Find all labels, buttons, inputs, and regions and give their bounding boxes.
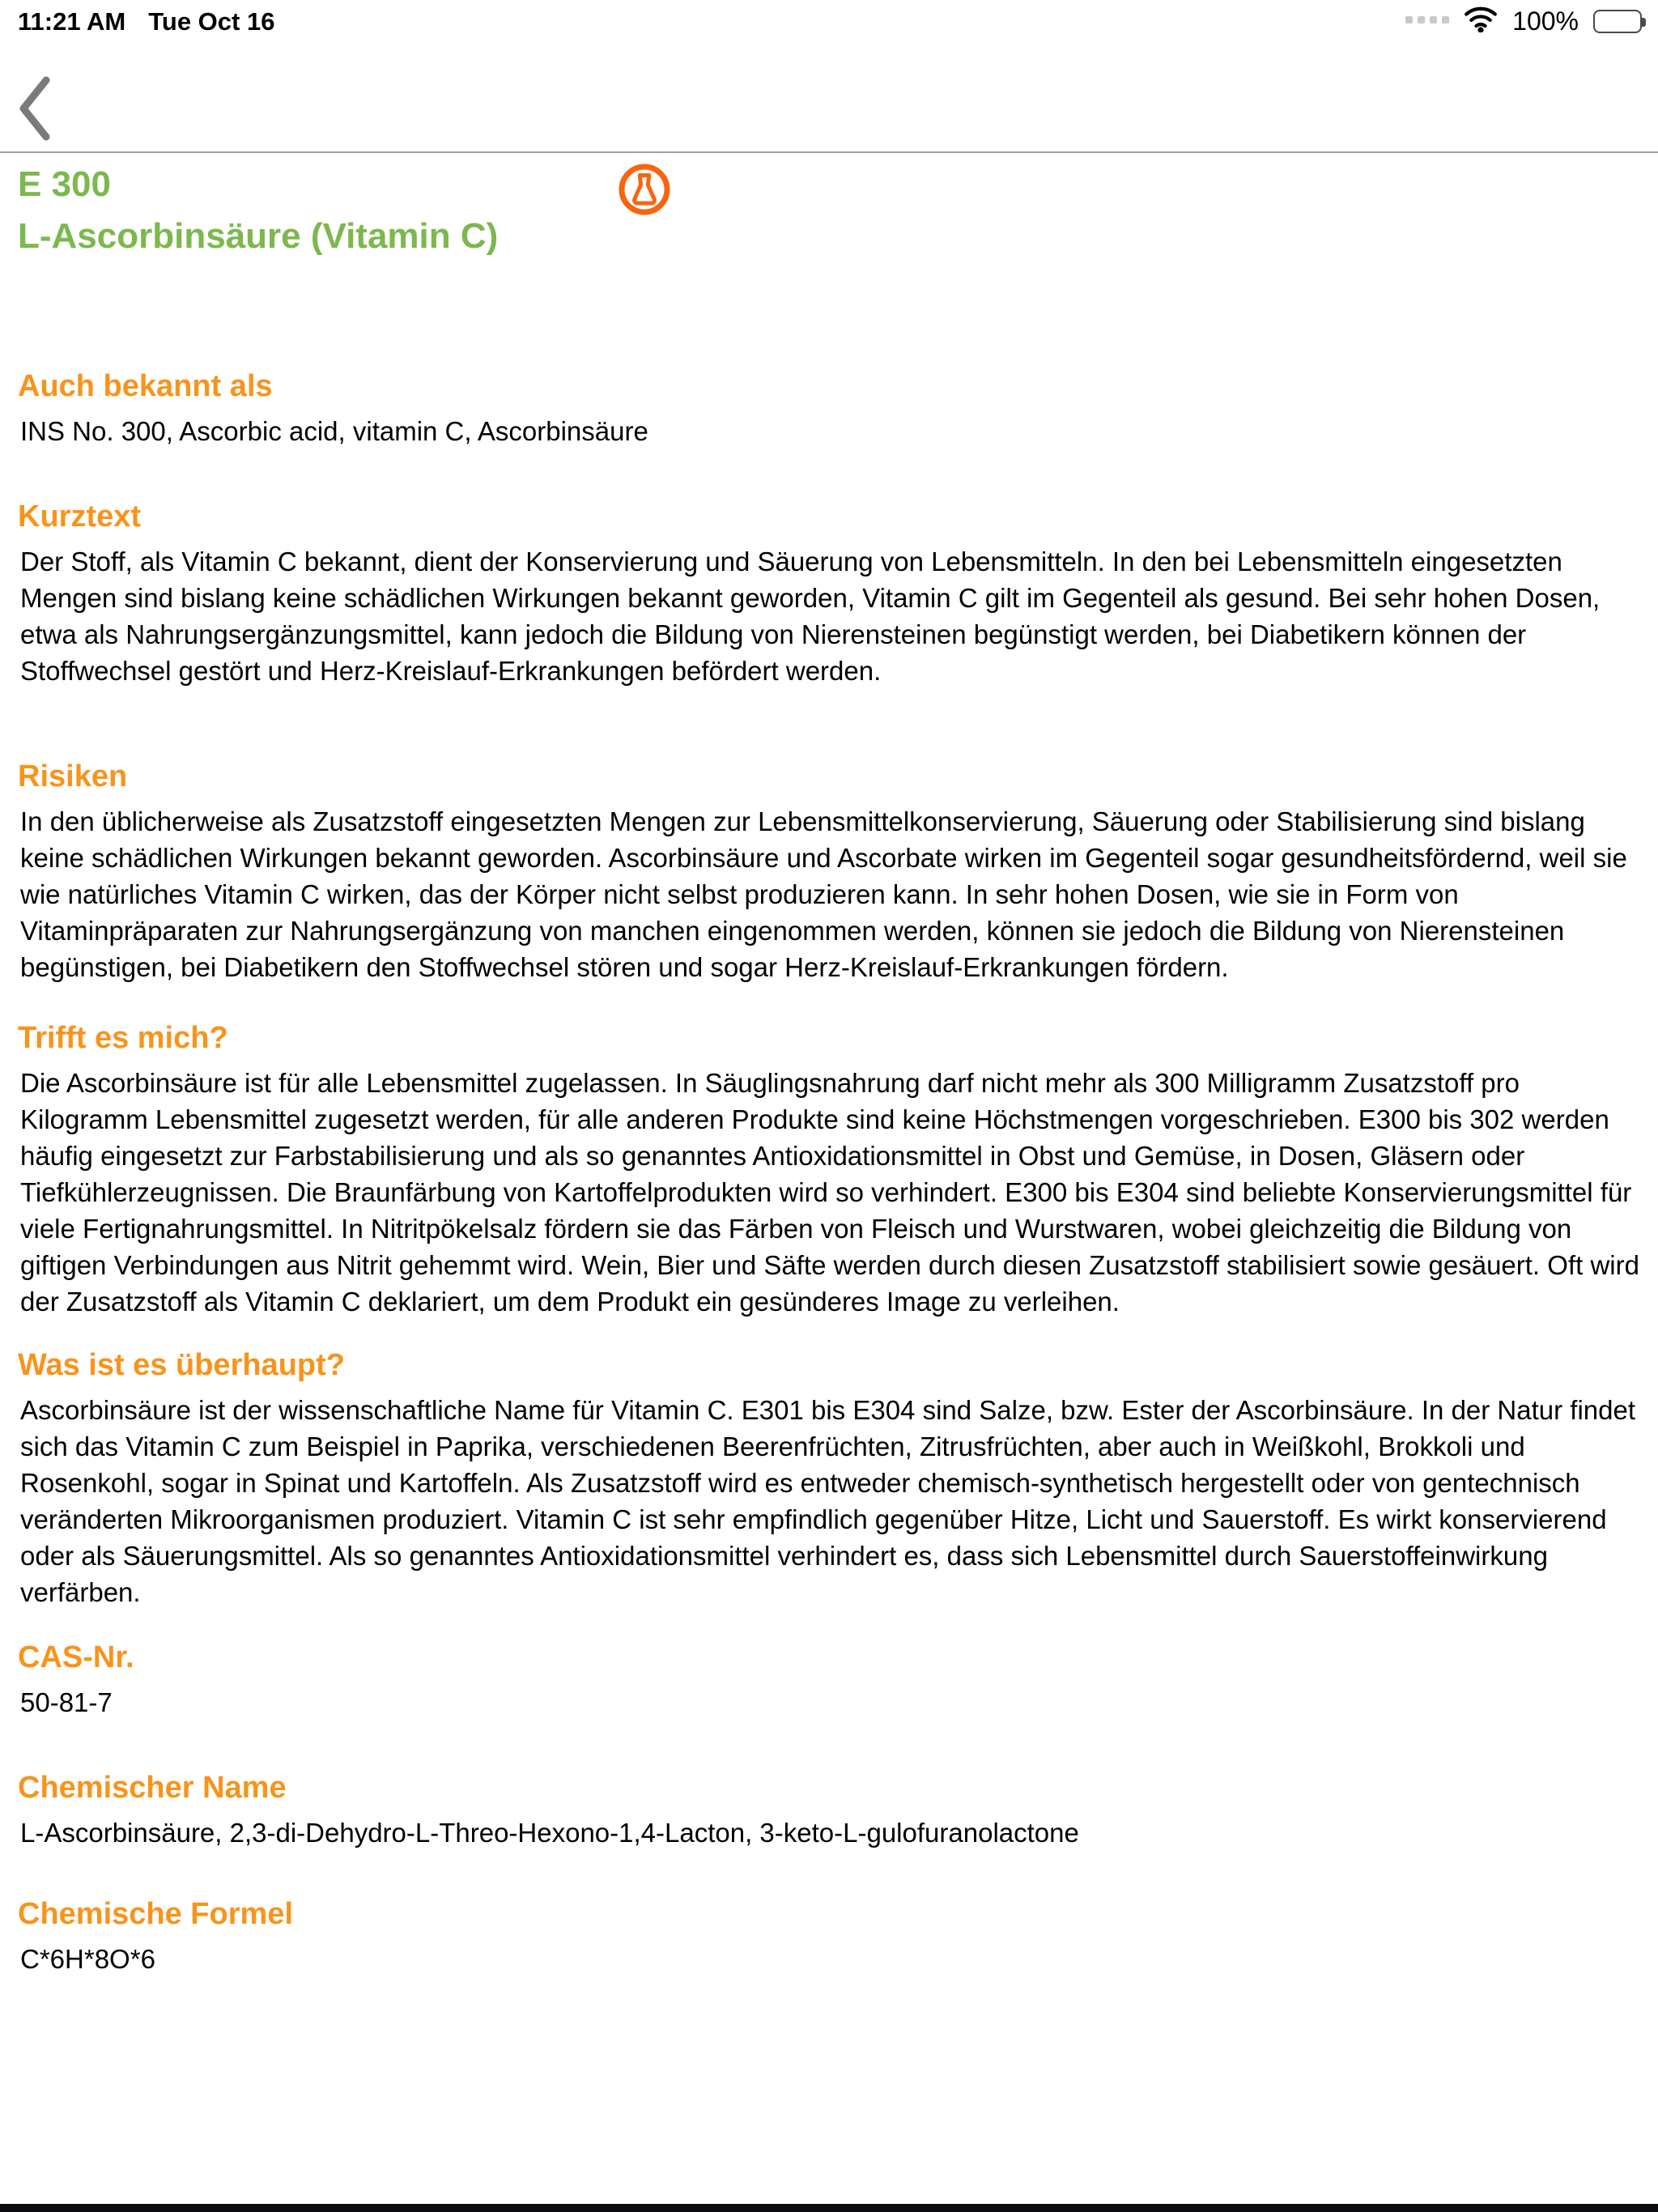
back-button[interactable] [16,74,53,143]
section-heading: Auch bekannt als [18,369,273,403]
bottom-edge-bar [0,2204,1658,2212]
section-body: INS No. 300, Ascorbic acid, vitamin C, Ascorbinsäure [20,416,648,446]
nav-divider [0,151,1658,153]
section-risiken [18,758,1643,985]
status-bar [0,0,1658,39]
section-heading: Was ist es überhaupt? [18,1348,345,1382]
additive-code: E 300 [18,164,111,204]
section-chemische-formel [18,1895,1643,1977]
chevron-left-icon [16,132,53,146]
section-body: In den üblicherweise als Zusatzstoff eingesetzten Mengen zur Lebensmittelkonservierung, Säuerung oder Stabilisierung sind bislang keine schädlichen Wirkungen bekannt geworden. Ascorbinsäure und Ascorbate wirken im Gegenteil sogar gesundheitsfördernd, weil sie wie natürliches Vitamin C wirken, das der Körper nicht selbst produzieren kann. In sehr hohen Dosen, wie sie in Form von Vitaminpräparaten zur Nahrungsergänzung von manchen eingenommen werden, können sie jedoch die Bildung von Nierensteinen begünstigen, bei Diabetikern den Stoffwechsel stören und sogar Herz-Kreislauf-Erkrankungen fördern. [20,806,1627,982]
content-scroll-area[interactable] [0,264,1658,1977]
section-body: Die Ascorbinsäure ist für alle Lebensmittel zugelassen. In Säuglingsnahrung darf nicht mehr als 300 Milligramm Zusatzstoff pro Kilogramm Lebensmittel zugesetzt werden, für alle anderen Produkte sind keine Höchstmengen vorgeschrieben. E300 bis 302 werden häufig eingesetzt zur Farbstabilisierung und als so genanntes Antioxidationsmittel in Obst und Gemüse, in Dosen, Gläsern oder Tiefkühlerzeugnissen. Die Braunfärbung von Kartoffelprodukten wird so verhindert. E300 bis E304 sind beliebte Konservierungsmittel für viele Fertignahrungsmittel. In Nitritpökelsalz fördern sie das Färben von Fleisch und Wurstwaren, wobei gleichzeitig die Bildung von giftigen Verbindungen aus Nitrit gehemmt wird. Wein, Bier und Säfte werden durch diesen Zusatzstoff stabilisiert sowie gesäuert. Oft wird der Zusatzstoff als Vitamin C deklariert, um dem Produkt ein gesünderes Image zu verleihen. [20,1068,1639,1317]
section-body: C*6H*8O*6 [20,1944,155,1974]
section-heading: Trifft es mich? [18,1021,228,1055]
section-body: L-Ascorbinsäure, 2,3-di-Dehydro-L-Threo-Hexono-1,4-Lacton, 3-keto-L-gulofuranolactone [20,1818,1079,1848]
section-chemischer-name [18,1769,1643,1851]
flask-badge-icon [617,162,672,217]
additive-name: L-Ascorbinsäure (Vitamin C) [18,216,499,256]
section-heading: CAS-Nr. [18,1640,134,1674]
status-time: 11:21 AM [18,7,126,36]
section-heading: Kurztext [18,500,142,534]
battery-percent-label: 100% [1512,6,1579,36]
page-title [18,159,1151,262]
section-was-ist-es [18,1346,1643,1610]
section-kurztext [18,498,1643,689]
section-heading: Risiken [18,759,128,793]
section-body: Der Stoff, als Vitamin C bekannt, dient der Konservierung und Säuerung von Lebensmitteln. In den bei Lebensmitteln eingesetzten Mengen sind bislang keine schädlichen Wirkungen bekannt geworden, Vitamin C gilt im Gegenteil als gesund. Bei sehr hohen Dosen, etwa als Nahrungsergänzungsmittel, kann jedoch die Bildung von Nierensteinen begünstigt werden, bei Diabetikern können der Stoffwechsel gestört und Herz-Kreislauf-Erkrankungen befördert werden. [20,547,1601,686]
section-heading: Chemischer Name [18,1771,287,1805]
section-cas-nr [18,1639,1643,1721]
cellular-signal-icon [1405,16,1449,27]
status-right [1405,6,1642,36]
status-left [18,7,274,36]
wifi-icon [1464,6,1498,36]
section-body: 50-81-7 [20,1687,113,1717]
section-body: Ascorbinsäure ist der wissenschaftliche Name für Vitamin C. E301 bis E304 sind Salze, bzw. Ester der Ascorbinsäure. In der Natur findet sich das Vitamin C zum Beispiel in Paprika, verschiedenen Beerenfrüchten, Zitrusfrüchten, aber auch in Weißkohl, Brokkoli und Rosenkohl, sogar in Spinat und Kartoffeln. Als Zusatzstoff wird es entweder chemisch-synthetisch hergestellt oder von gentechnisch veränderten Mikroorganismen produziert. Vitamin C ist sehr empfindlich gegenüber Hitze, Licht und Sauerstoff. Es wirkt konservierend oder als Säuerungsmittel. Als so genanntes Antioxidationsmittel verhindert es, dass sich Lebensmittel durch Sauerstoffeinwirkung verfärben. [20,1395,1636,1607]
section-auch-bekannt-als [18,368,1643,449]
section-heading: Chemische Formel [18,1897,293,1931]
battery-icon [1593,10,1642,33]
status-date: Tue Oct 16 [148,7,275,36]
section-trifft-es-mich [18,1019,1643,1320]
